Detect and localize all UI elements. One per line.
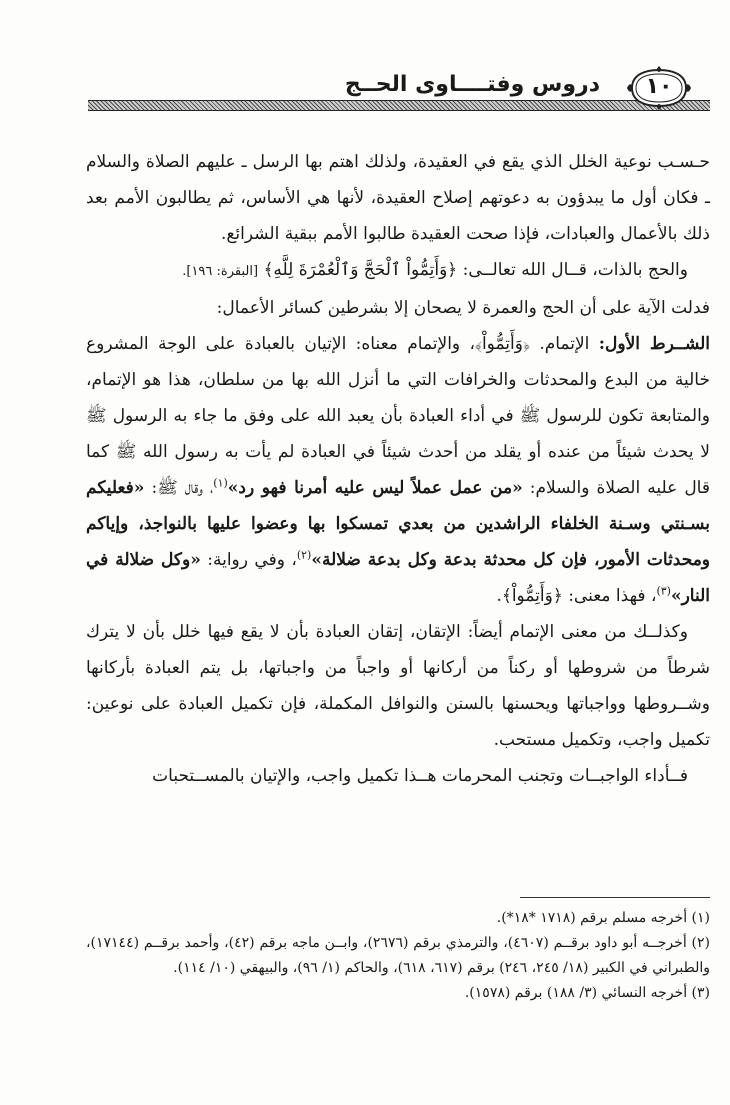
footnote-ref-1[interactable]: (١) xyxy=(213,476,228,490)
footnote-ref-3[interactable]: (٣) xyxy=(656,584,671,598)
paragraph-aqidah: حـسـب نوعية الخلل الذي يقع في العقيدة، ولذلك اهتم بها الرسل ـ عليهم الصلاة والسلام ـ فكان أول ما يبدؤون به دعوتهم إصلاح العقيدة، لأنها هي الأساس، ثم يطالبون الأمم بعد ذلك بالأعمال والعبادات، فإذا صحت العقيدة طالبوا الأمم ببقية الشرائع. xyxy=(86,152,711,244)
condition-explanation: ، والإتمام معناه: الإتيان بالعبادة على الوجة المشروع خالية من البدع والمحدثات والخرافات التي ما أنزل الله بها من سلطان، هذا هو الإتمام، والمتابعة تكون للرسول ﷺ في أداء العبادة بأن يعبد الله على وفق ما جاء به الرسول ﷺ لا يحدث شيئاً من عنده أو يقلد من أحدث شيئاً في العبادة لم يأت به رسول الله ﷺ كما قال عليه الصلاة والسلام: xyxy=(86,334,710,498)
header-divider xyxy=(88,100,710,111)
connector-text-3: ، فهذا معنى: xyxy=(568,586,657,606)
footnote-divider xyxy=(520,897,710,898)
paragraph-intro: والحج بالذات، قــال الله تعالــى: xyxy=(462,260,688,280)
footnote-ref-2[interactable]: (٢) xyxy=(296,548,312,562)
paragraph-itqan: وكذلــك من معنى الإتمام أيضاً: الإتقان، إتقان العبادة بأن لا يقع فيها خلل بأن لا يترك شرطاً من شروطها أو ركناً من أركانها أو واجباً من واجباتها، بل يتم العبادة بأركانها وشــروطها وواجباتها ويحسنها بالسنن والنوافل المكملة، فإن تكميل العبادة على نوعين: تكميل واجب، وتكميل مستحب. xyxy=(86,622,710,750)
page-number: ١٠ xyxy=(645,74,673,99)
paragraph-obligations: فــأداء الواجبــات وتجنب المحرمات هــذا تكميل واجب، والإتيان بالمســتحبات xyxy=(152,766,688,786)
verse-source: [البقرة: ١٩٦]. xyxy=(182,264,259,279)
condition-heading: الشــرط الأول: xyxy=(598,334,711,354)
quran-verse-short-2: ﴿وَأَتِمُّواْ﴾ xyxy=(501,586,563,606)
footnote-1: (١) أخرجه مسلم برقم (١٧١٨ *١٨*). xyxy=(496,910,710,926)
quran-verse: ﴿وَأَتِمُّواْ ٱلْحَجَّ وَٱلْعُمْرَةَ لِلَّهِ﴾ xyxy=(263,260,458,280)
hadith-quote-1: «من عمل عملاً ليس عليه أمرنا فهو رد» xyxy=(227,478,523,498)
footnote-2: (٢) أخرجــه أبو داود برقــم (٤٦٠٧)، والترمذي برقم (٢٦٧٦)، وابــن ماجه برقم (٤٢)، وأحمد برقــم (١٧١٤٤)، والطبراني في الكبير (١٨/ ٢٤٥، ٢٤٦) برقم (٦١٧، ٦١٨)، والحاكم (١/ ٩٦)، والبيهقي (١٠/ ١١٤). xyxy=(86,935,710,976)
footnotes xyxy=(86,906,710,1006)
running-title: دروس وفتــــاوى الحــج xyxy=(344,72,600,97)
paragraph-two-conditions: فدلت الآية على أن الحج والعمرة لا يصحان إلا بشرطين كسائر الأعمال: xyxy=(216,298,710,318)
hadith-quote-3: «وكل ضلالة في النار» xyxy=(86,550,710,606)
hadith-quote-2: «فعليكم بسـنتي وسـنة الخلفاء الراشدين من بعدي تمسكوا بها وعضوا عليها بالنواجذ، وإياكم ومحدثات الأمور، فإن كل محدثة بدعة وكل بدعة ضلالة» xyxy=(86,478,711,570)
page-header xyxy=(88,66,710,114)
condition-name: الإتمام. xyxy=(539,334,590,354)
paragraph-first-condition xyxy=(86,326,710,614)
paragraph-hajj-verse xyxy=(86,252,710,290)
footnote-3: (٣) أخرجه النسائي (٣/ ١٨٨) برقم (١٥٧٨). xyxy=(464,985,710,1001)
connector-text-2: ، وفي رواية: xyxy=(207,550,297,570)
sentence-end: . xyxy=(496,586,502,606)
connector-text-1: ، وقال ﷺ: xyxy=(151,478,214,498)
quran-verse-short: ﴿وَأَتِمُّواْ﴾ xyxy=(474,334,530,354)
main-text xyxy=(86,144,710,794)
